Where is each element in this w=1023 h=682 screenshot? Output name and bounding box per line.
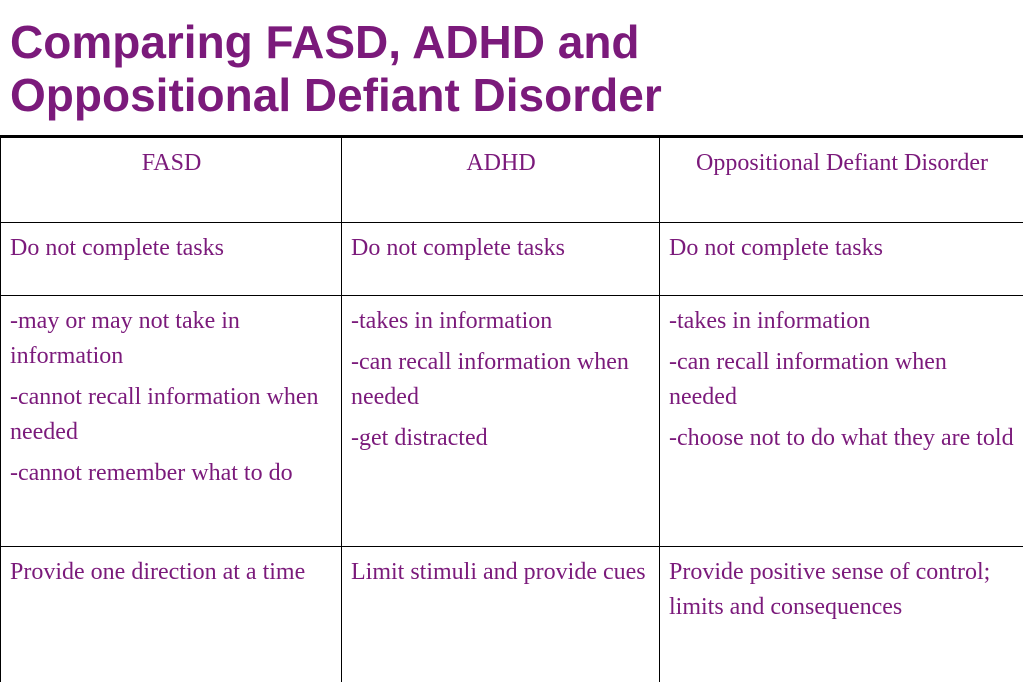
table-cell [660, 296, 1023, 547]
cell-line: -can recall information when needed [669, 349, 947, 410]
table-cell [660, 547, 1023, 682]
table-cell [342, 296, 660, 547]
cell-line: -can recall information when needed [351, 349, 629, 410]
table-cell [1, 296, 342, 547]
table-cell [660, 223, 1023, 296]
table-row [1, 547, 1023, 682]
title-line-1: Comparing FASD, ADHD and [10, 16, 640, 68]
cell-line: -choose not to do what they are told [669, 425, 1014, 451]
table-row [1, 223, 1023, 296]
slide-title [10, 16, 662, 122]
cell-line: Provide positive sense of control; limits and consequences [669, 559, 991, 620]
cell-line: -cannot remember what to do [10, 460, 293, 486]
table-cell [1, 547, 342, 682]
table-header-row [1, 137, 1023, 223]
table-cell [1, 223, 342, 296]
cell-line: Provide one direction at a time [10, 559, 306, 585]
cell-line: -get distracted [351, 425, 488, 451]
cell-line: -cannot recall information when needed [10, 384, 319, 445]
cell-line: -takes in information [669, 308, 871, 334]
title-line-2: Oppositional Defiant Disorder [10, 69, 662, 121]
table-cell [342, 547, 660, 682]
table-row [1, 296, 1023, 547]
cell-line: Do not complete tasks [669, 235, 883, 261]
table-cell [342, 223, 660, 296]
header-fasd: FASD [1, 137, 342, 223]
cell-line: -may or may not take in information [10, 308, 240, 369]
cell-line: Do not complete tasks [10, 235, 224, 261]
header-odd: Oppositional Defiant Disorder [660, 137, 1023, 223]
cell-line: Limit stimuli and provide cues [351, 559, 646, 585]
header-adhd: ADHD [342, 137, 660, 223]
cell-line: Do not complete tasks [351, 235, 565, 261]
cell-line: -takes in information [351, 308, 553, 334]
comparison-table [0, 135, 1023, 682]
